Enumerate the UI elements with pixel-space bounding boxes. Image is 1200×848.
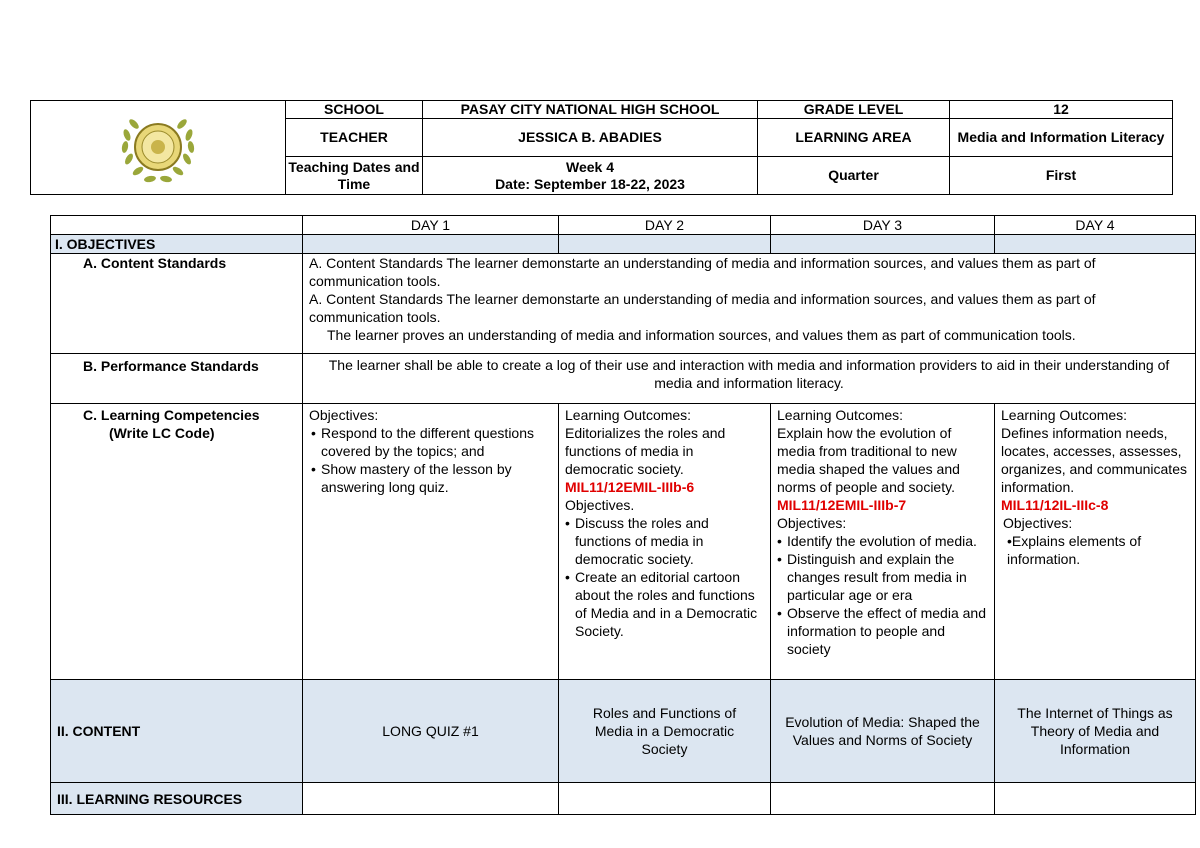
learning-area-label: LEARNING AREA (758, 119, 950, 157)
objectives-day2-cell (559, 235, 771, 254)
resources-day2 (559, 783, 771, 815)
teaching-dates-value (423, 157, 758, 195)
learning-competencies-label (51, 404, 303, 680)
resources-day4 (995, 783, 1196, 815)
day2-outcomes-heading: Learning Outcomes: (565, 407, 692, 423)
day3-objectives-heading: Objectives: (777, 515, 847, 531)
objectives-day3-cell (771, 235, 995, 254)
day4-objectives-heading: Objectives: (1003, 515, 1073, 531)
teacher-name: JESSICA B. ABADIES (423, 119, 758, 157)
week-text: Week 4 (566, 158, 614, 175)
day3-lc-code: MIL11/12EMIL-IIIb-7 (777, 497, 907, 513)
teaching-dates-label: Teaching Dates and Time (286, 157, 423, 195)
objectives-day4-cell (995, 235, 1196, 254)
competencies-day1 (303, 404, 559, 680)
objectives-heading: I. OBJECTIVES (51, 235, 303, 254)
day3-outcomes-heading: Learning Outcomes: (777, 407, 904, 423)
content-day4: The Internet of Things as Theory of Media and Information (995, 680, 1196, 783)
content-day3: Evolution of Media: Shaped the Values and Norms of Society (771, 680, 995, 783)
content-standards-line3: The learner proves an understanding of media and information sources, and values them as part of communication tools. (327, 327, 1076, 343)
list-item: • Identify the evolution of media. (777, 532, 988, 550)
content-label: II. CONTENT (51, 680, 303, 783)
day-header-1: DAY 1 (303, 216, 559, 235)
day-header-2: DAY 2 (559, 216, 771, 235)
day3-outcome-text: Explain how the evolution of media from traditional to new media shaped the values and norms of people and society. (777, 425, 960, 495)
school-name: PASAY CITY NATIONAL HIGH SCHOOL (423, 101, 758, 119)
content-standards-line2: A. Content Standards The learner demonstarte an understanding of media and information sources, and values them as part of communication tools. (309, 291, 1096, 325)
day4-outcomes-heading: Learning Outcomes: (1001, 407, 1128, 423)
list-item: • Respond to the different questions covered by the topics; and (311, 424, 552, 460)
day-header-blank (51, 216, 303, 235)
objectives-day1-cell (303, 235, 559, 254)
school-header-table (30, 100, 1173, 195)
list-item: • Observe the effect of media and information to people and society (777, 604, 988, 658)
content-standards-label: A. Content Standards (51, 254, 303, 354)
performance-standards-text: The learner shall be able to create a log of their use and interaction with media and information providers to aid in their understanding of media and information literacy. (303, 354, 1196, 404)
list-item: • Discuss the roles and functions of media in democratic society. (565, 514, 764, 568)
performance-standards-label: B. Performance Standards (51, 354, 303, 404)
lesson-plan-table (50, 215, 1196, 815)
competencies-day3 (771, 404, 995, 680)
learning-competencies-title: C. Learning Competencies (83, 407, 260, 423)
content-day1: LONG QUIZ #1 (303, 680, 559, 783)
list-item: • Distinguish and explain the changes result from media in particular age or era (777, 550, 988, 604)
list-item: • Create an editorial cartoon about the roles and functions of Media and in a Democratic Society. (565, 568, 764, 640)
resources-day1 (303, 783, 559, 815)
content-standards-line1: A. Content Standards The learner demonstarte an understanding of media and information sources, and values them as part of communication tools. (309, 255, 1096, 289)
day4-objective-item: •Explains elements of information. (1007, 533, 1142, 567)
lc-code-note: (Write LC Code) (109, 425, 215, 441)
school-logo (31, 101, 286, 195)
quarter-value: First (950, 157, 1173, 195)
grade-level-value: 12 (950, 101, 1173, 119)
day1-objectives-heading: Objectives: (309, 407, 379, 423)
day2-objectives-heading: Objectives. (565, 497, 635, 513)
teacher-label: TEACHER (286, 119, 423, 157)
learning-area-value: Media and Information Literacy (950, 119, 1173, 157)
content-day2: Roles and Functions of Media in a Democratic Society (559, 680, 771, 783)
day-header-4: DAY 4 (995, 216, 1196, 235)
resources-day3 (771, 783, 995, 815)
date-text: Date: September 18-22, 2023 (495, 175, 685, 192)
list-item: • Show mastery of the lesson by answering long quiz. (311, 460, 552, 496)
day2-outcome-text: Editorializes the roles and functions of media in democratic society. (565, 425, 726, 477)
day4-outcome-text: Defines information needs, locates, accesses, assesses, organizes, and communicates information. (1001, 425, 1187, 495)
day4-lc-code: MIL11/12IL-IIIc-8 (1001, 497, 1109, 513)
competencies-day2 (559, 404, 771, 680)
day-header-3: DAY 3 (771, 216, 995, 235)
competencies-day4 (995, 404, 1196, 680)
content-standards-text (303, 254, 1196, 354)
quarter-label: Quarter (758, 157, 950, 195)
grade-level-label: GRADE LEVEL (758, 101, 950, 119)
learning-resources-label: III. LEARNING RESOURCES (51, 783, 303, 815)
school-seal-icon (117, 107, 199, 189)
day2-lc-code: MIL11/12EMIL-IIIb-6 (565, 479, 695, 495)
school-label: SCHOOL (286, 101, 423, 119)
